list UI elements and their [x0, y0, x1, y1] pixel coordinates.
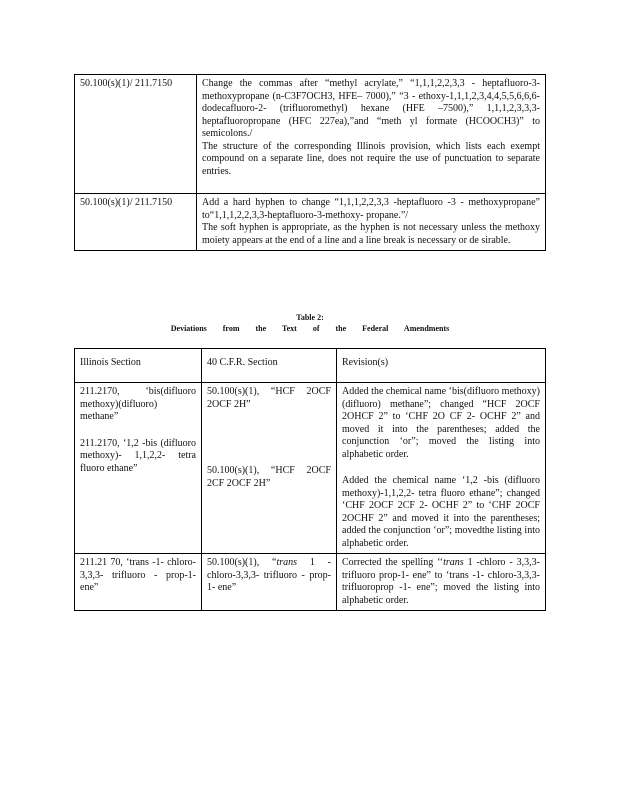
italic-term: trans — [276, 557, 298, 568]
illinois-section — [75, 554, 202, 611]
table-caption-title: Deviations from the Text of the Federal Amendments — [170, 324, 450, 333]
paragraph: The soft hyphen is appropriate, as the hyphen is not necessary unless the methoxy moiety appears at the end of a line and a line break is necessary or de sirable. — [202, 222, 540, 246]
cfr-section — [202, 383, 337, 554]
cell-text: 211.2170, ‘bis(difluoro methoxy)(difluoro) methane” — [80, 386, 196, 422]
cell-text: Added the chemical name ‘bis(difluoro methoxy)(difluoro) methane”; changed “HCF 2OCF 2OHCF 2” to ‘CHF 2O CF 2- OCHF 2” and moved it into the parentheses; added the conjunction ‘or”; moved the listing into alphabetic order. — [342, 386, 540, 460]
header-row — [75, 349, 546, 383]
cfr-section — [202, 554, 337, 611]
section-reference: 50.100(s)(1)/ 211.7150 — [75, 194, 197, 251]
revision-text — [197, 75, 546, 194]
cell-text: 211.2170, ‘1,2 -bis (difluoro methoxy)- 1,1,2,2- tetra fluoro ethane” — [80, 437, 196, 474]
cell-text: 50.100(s)(1), “ — [207, 557, 277, 568]
column-header-revisions: Revision(s) — [337, 349, 546, 383]
revision-description — [337, 554, 546, 611]
table-caption-number: Table 2: — [296, 313, 324, 322]
column-header-illinois: Illinois Section — [75, 349, 202, 383]
paragraph: Add a hard hyphen to change “1,1,1,2,2,3,3 -heptafluoro -3 - methoxypropane” to“1,1,1,2,2,3,3-heptafluoro-3-methoxy- propane.”/ — [202, 197, 540, 221]
cell-text: 50.100(s)(1), “HCF 2OCF 2OCF 2H” — [207, 386, 331, 410]
table-row — [75, 194, 546, 251]
cell-text: 211.21 70, ‘trans -1- chloro-3,3,3- trifluoro - prop-1- ene” — [80, 557, 196, 593]
section-reference: 50.100(s)(1)/ 211.7150 — [75, 75, 197, 194]
revision-text — [197, 194, 546, 251]
table-row — [75, 554, 546, 611]
column-header-cfr: 40 C.F.R. Section — [202, 349, 337, 383]
table-2-deviations — [74, 348, 546, 611]
table-1-continued — [74, 74, 546, 251]
cell-text: Added the chemical name ‘1,2 -bis (difluoro methoxy)-1,1,2,2- tetra fluoro ethane”; changed ‘CHF 2OCF 2CF 2- OCHF 2” to ‘CHF 2OCF 2OCHF 2” and moved it into the parentheses; added the conjunction ‘or”; movedthe listing into alphabetic order. — [342, 475, 540, 549]
table-row — [75, 383, 546, 554]
cell-text: 50.100(s)(1), “HCF 2OCF 2CF 2OCF 2H” — [207, 465, 331, 489]
illinois-section — [75, 383, 202, 554]
cell-text: Corrected the spelling ‘‘ — [342, 557, 444, 568]
paragraph: Change the commas after “methyl acrylate,” “1,1,1,2,2,3,3 - heptafluoro-3-methoxypropane (n-C3F7OCH3, HFE– 7000),” “3 - ethoxy-1,1,1,2,3,4,4,5,5,6,6,6-dodecafluoro-2- (trifluoromethyl) hexane (HFE –7500),” 1,1,1,2,3,3,3- heptafluoropropane (HFC 227ea),”and “meth yl formate (HCOOCH3)” to semicolons./ — [202, 78, 540, 139]
table-row — [75, 75, 546, 194]
cell-text: 1 - chloro-3,3,3- trifluoro - prop-1- ene” — [207, 557, 331, 593]
paragraph: The structure of the corresponding Illinois provision, which lists each exempt compound on a separate line, does not require the use of punctuation to separate entries. — [202, 140, 540, 177]
revision-description — [337, 383, 546, 554]
cell-text: 1 -chloro - 3,3,3- trifluoro prop-1- ene” to ‘trans -1- chloro-3,3,3- trifluoroprop -1- ene”; moved the listing into alphabetic order. — [342, 557, 540, 606]
italic-term: trans — [443, 557, 464, 568]
